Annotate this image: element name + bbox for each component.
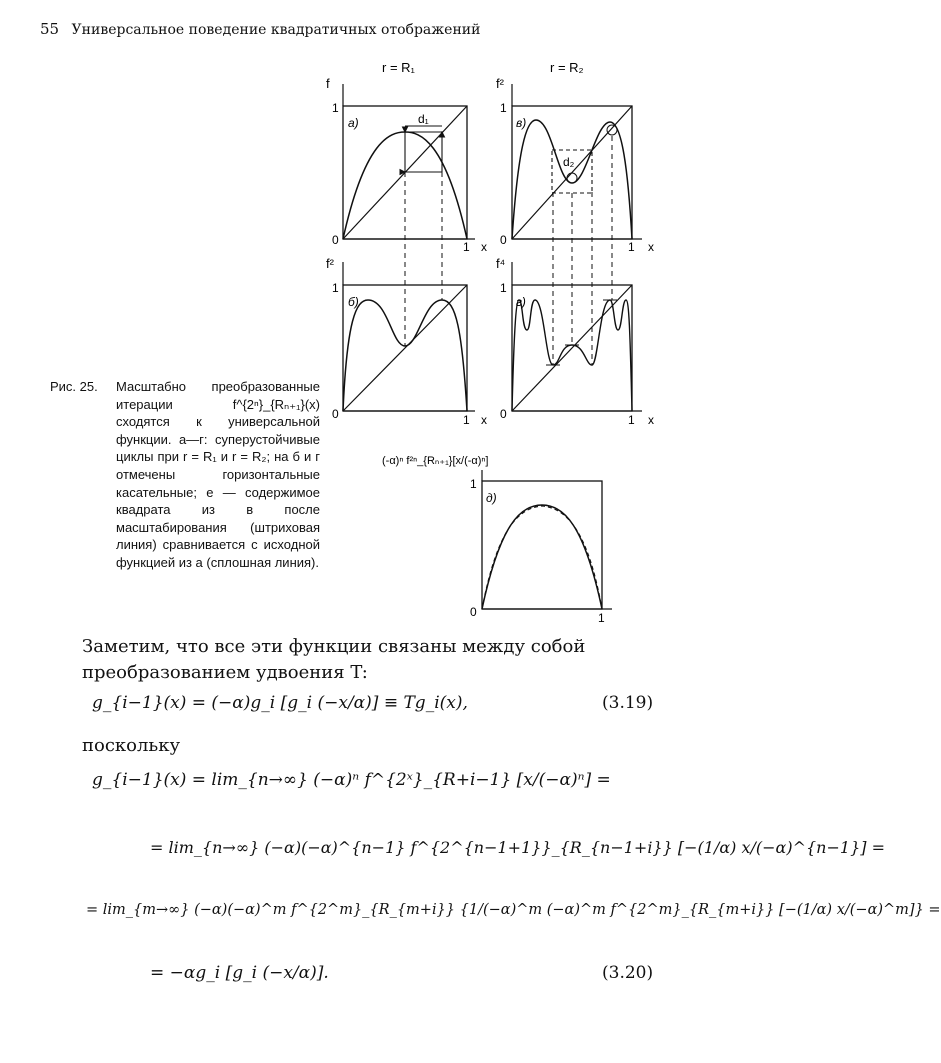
panel-b-ylabel: f² <box>326 256 334 271</box>
panel-v <box>496 76 654 254</box>
panel-b-letter: б) <box>348 295 359 309</box>
panel-v-tick-1y: 1 <box>500 101 507 115</box>
equation-3-20-line2: = lim_{n→∞} (−α)(−α)^{n−1} f^{2^{n−1+1}}_{R_{n−1+i}} [−(1/α) x/(−α)^{n−1}] = <box>150 838 885 857</box>
panel-b-tick-0: 0 <box>332 407 339 421</box>
panel-a <box>326 76 487 254</box>
panel-b-tick-1x: 1 <box>463 413 470 427</box>
panel-b-xlabel: x <box>481 413 487 427</box>
panel-d <box>382 455 612 625</box>
panel-g-letter: г) <box>516 295 526 309</box>
panel-d-tick-0: 0 <box>470 605 477 619</box>
panel-v-letter: в) <box>516 116 527 130</box>
panel-a-tick-1y: 1 <box>332 101 339 115</box>
col-title-r1: r = R₁ <box>382 60 415 75</box>
panel-v-tick-1x: 1 <box>628 240 635 254</box>
panel-b <box>326 256 487 427</box>
prose-since: поскольку <box>82 735 181 756</box>
equation-3-20-line1: g_{i−1}(x) = lim_{n→∞} (−α)ⁿ f^{2ˣ}_{R+i−1} [x/(−α)ⁿ] = <box>92 770 611 790</box>
panel-g <box>496 256 654 427</box>
panel-a-xlabel: x <box>481 240 487 254</box>
d1-label: d₁ <box>418 112 429 126</box>
panel-g-xlabel: x <box>648 413 654 427</box>
panel-d-letter: д) <box>486 491 497 505</box>
panel-v-tick-0: 0 <box>500 233 507 247</box>
panel-connectors <box>405 136 612 365</box>
panel-a-tick-1x: 1 <box>463 240 470 254</box>
equation-3-20-line3: = lim_{m→∞} (−α)(−α)^m f^{2^m}_{R_{m+i}} {1/(−α)^m (−α)^m f^{2^m}_{R_{m+i}} [−(1/α) x/(−α)^m]} = <box>86 902 941 918</box>
prose-intro: Заметим, что все эти функции связаны между собой преобразованием удвоения T: <box>82 636 586 683</box>
caption-label: Рис. 25. <box>50 379 98 394</box>
page-number: 55 <box>40 20 60 38</box>
panel-a-letter: а) <box>348 116 359 130</box>
col-title-r2: r = R₂ <box>550 60 584 75</box>
panel-g-tick-1y: 1 <box>500 281 507 295</box>
panel-d-tick-1x: 1 <box>598 611 605 625</box>
d2-label: d₂ <box>563 155 575 169</box>
running-title: Универсальное поведение квадратичных отображений <box>71 22 481 38</box>
caption-text: Масштабно преобразованные итерации f^{2ⁿ}_{Rₙ₊₁}(x) сходятся к универсальной функции. а—г: суперустойчивые циклы при r = R₁ и r = R₂; на б и г отмечены горизонтальные касательные; е — содержимое квадрата из в после масштабирования (штриховая линия) сравнивается с исходной функцией из а (сплошная линия). <box>116 379 320 570</box>
panel-d-tick-1y: 1 <box>470 477 477 491</box>
panel-b-tick-1y: 1 <box>332 281 339 295</box>
equation-3-19: g_{i−1}(x) = (−α)g_i [g_i (−x/α)] ≡ Tg_i(x), <box>92 693 468 713</box>
equation-3-20-line4: = −αg_i [g_i (−x/α)]. <box>150 963 329 983</box>
panel-a-ylabel: f <box>326 76 330 91</box>
equation-number-3-19: (3.19) <box>602 693 654 713</box>
panel-g-tick-1x: 1 <box>628 413 635 427</box>
figure-caption <box>50 378 322 572</box>
panel-g-ylabel: f⁴ <box>496 256 506 271</box>
panel-v-ylabel: f² <box>496 76 504 91</box>
panel-g-tick-0: 0 <box>500 407 507 421</box>
panel-a-tick-0: 0 <box>332 233 339 247</box>
panel-d-ylabel: (-α)ⁿ f²ⁿ_{Rₙ₊₁}[x/(-α)ⁿ] <box>382 455 489 467</box>
panel-v-xlabel: x <box>648 240 654 254</box>
equation-number-3-20: (3.20) <box>602 963 654 983</box>
